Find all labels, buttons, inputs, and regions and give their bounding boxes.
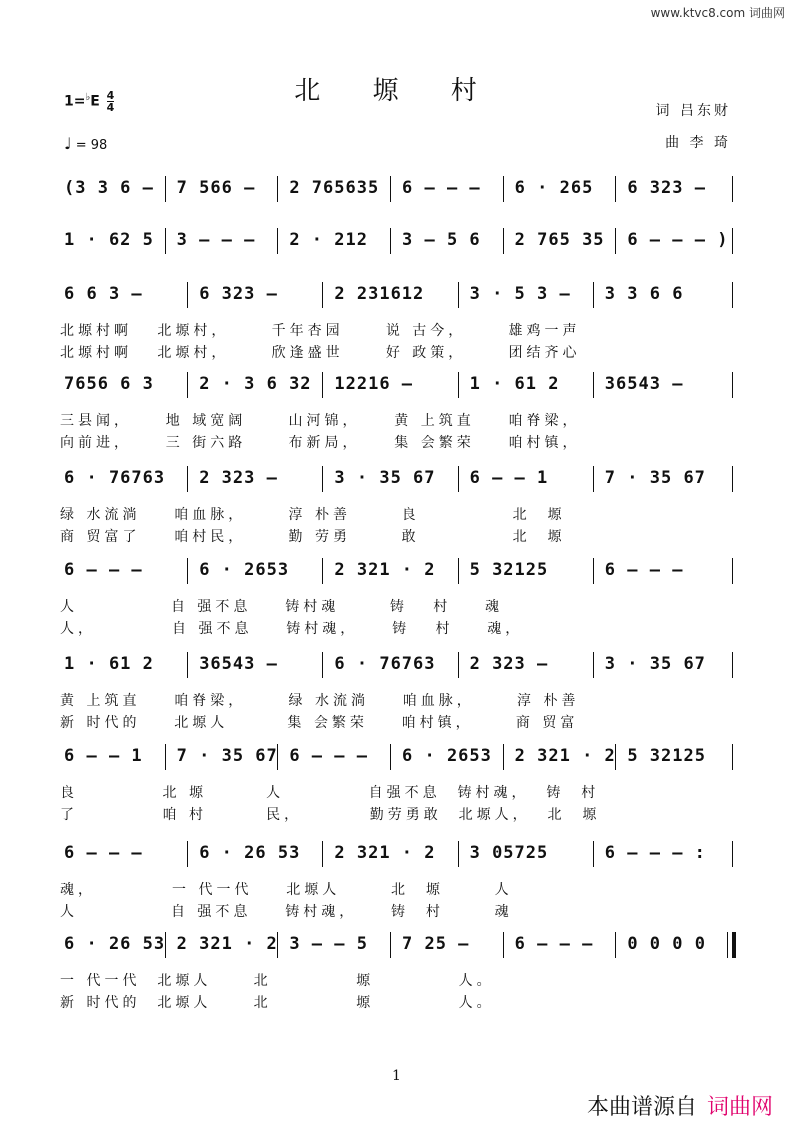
barline (458, 282, 459, 308)
time-signature (107, 90, 115, 113)
song-title: 北 塬 村 (294, 76, 499, 106)
measure: 6 323 – (199, 284, 278, 304)
barline (732, 652, 733, 678)
measure: 5 32125 (627, 746, 706, 766)
barline (503, 744, 504, 770)
source-text: 本曲谱源自 (586, 1095, 697, 1120)
measure: 2 · 3 6 32 (199, 374, 312, 394)
barline (732, 282, 733, 308)
barline (187, 558, 188, 584)
measure: 6 – – – (289, 746, 368, 766)
barline (732, 744, 733, 770)
lyric-line: 人， 自 强不息 铸村魂， 铸 村 魂， (60, 621, 524, 637)
lyric-line: 良 北 塬 人 自强不息 铸村魂， 铸 村 (60, 785, 600, 801)
lyric-line: 人 自 强不息 铸村魂 铸 村 魂 (60, 599, 504, 615)
barline (165, 228, 166, 254)
key-signature (64, 90, 114, 113)
score-system (60, 468, 736, 498)
barline (458, 372, 459, 398)
lyric-line: 北塬村啊 北塬村， 千年杏园 说 古今， 雄鸡一声 (60, 323, 581, 339)
measure: 2 321 · 2 (334, 843, 436, 863)
barline (593, 841, 594, 867)
measure: 6 · 76763 (64, 468, 166, 488)
barline (503, 176, 504, 202)
lyric-line: 魂， 一 代一代 北塬人 北 塬 人 (60, 882, 513, 898)
score-system (60, 560, 736, 590)
measure: 1 · 61 2 (64, 654, 154, 674)
barline (165, 932, 166, 958)
measure: 6 – – – : (604, 843, 706, 863)
barline (458, 841, 459, 867)
lyric-line: 了 咱 村 民， 勤劳勇敢 北塬人， 北 塬 (60, 807, 601, 823)
barline (732, 841, 733, 867)
tempo-value: = 98 (75, 138, 108, 153)
barline (615, 744, 616, 770)
measure: 5 32125 (469, 560, 549, 580)
measure: 36543 – (604, 374, 684, 394)
barline (322, 372, 323, 398)
barline (593, 282, 594, 308)
measure: 6 – – – (402, 178, 481, 198)
lyric-line: 人 自 强不息 铸村魂， 铸 村 魂 (60, 904, 513, 920)
barline (322, 282, 323, 308)
barline (732, 372, 733, 398)
measure: 6 – – 1 (64, 746, 143, 766)
measure: 3 3 6 6 (604, 284, 684, 304)
measure: (3 3 6 – (64, 178, 154, 198)
score-system (60, 746, 736, 776)
measure: 3 · 5 3 – (469, 284, 571, 304)
measure: 7 · 35 67 (604, 468, 706, 488)
lyricist-credit: 词 吕东财 (655, 103, 731, 119)
time-bottom: 4 (106, 101, 115, 114)
barline (615, 932, 616, 958)
measure: 6 · 26 53 (64, 934, 166, 954)
score-system (60, 374, 736, 404)
measure: 2 321 · 2 (334, 560, 436, 580)
measure: 6 · 2653 (402, 746, 492, 766)
measure: 6 – – – (64, 560, 143, 580)
barline (277, 744, 278, 770)
measure: 2 321 · 2 (176, 934, 278, 954)
barline (390, 176, 391, 202)
barline (732, 228, 733, 254)
site-url: www.ktvc8.com 词曲网 (650, 6, 785, 20)
barline (615, 228, 616, 254)
barline (458, 558, 459, 584)
measure: 36543 – (199, 654, 278, 674)
measure: 7 566 – (176, 178, 256, 198)
barline (322, 466, 323, 492)
measure: 6 – – 1 (469, 468, 549, 488)
measure: 7656 6 3 (64, 374, 154, 394)
barline (732, 176, 733, 202)
measure: 6 · 265 (514, 178, 594, 198)
lyric-line: 新 时代的 北塬人 集 会繁荣 咱村镇， 商 贸富 (60, 715, 579, 731)
measure: 2 321 · 2 (514, 746, 616, 766)
barline (187, 466, 188, 492)
barline (732, 558, 733, 584)
composer-credit: 曲 李 琦 (665, 135, 731, 151)
barline (187, 372, 188, 398)
score-system (60, 843, 736, 873)
barline (165, 176, 166, 202)
lyric-line: 商 贸富了 咱村民， 勤 劳勇 敢 北 塬 (60, 529, 566, 545)
barline (187, 841, 188, 867)
lyric-line: 向前进， 三 街六路 布新局， 集 会繁荣 咱村镇， (60, 435, 581, 451)
page-number: 1 (392, 1068, 401, 1084)
measure: 3 – – 5 (289, 934, 368, 954)
barline (322, 652, 323, 678)
lyric-line: 一 代一代 北塬人 北 塬 人。 (60, 973, 495, 989)
barline (322, 558, 323, 584)
measure: 2 765 35 (514, 230, 605, 250)
measure: 3 · 35 67 (334, 468, 436, 488)
lyric-line: 黄 上筑直 咱脊梁， 绿 水流淌 咱血脉， 淳 朴善 (60, 693, 580, 709)
barline (593, 466, 594, 492)
lyric-line: 北塬村啊 北塬村， 欣逢盛世 好 政策， 团结齐心 (60, 345, 581, 361)
measure: 2 765635 (289, 178, 380, 198)
measure: 7 25 – (402, 934, 470, 954)
key-prefix: 1= (64, 93, 86, 110)
source-credit (587, 1090, 773, 1121)
barline (503, 932, 504, 958)
time-top: 4 (106, 89, 115, 102)
quarter-note-icon: ♩ (64, 134, 72, 153)
measure: 0 0 0 0 (627, 934, 706, 954)
barline (732, 466, 733, 492)
lyric-line: 新 时代的 北塬人 北 塬 人。 (60, 995, 495, 1011)
barline (390, 744, 391, 770)
measure: 3 · 35 67 (604, 654, 706, 674)
measure: 12216 – (334, 374, 414, 394)
barline (615, 176, 616, 202)
measure: 3 05725 (469, 843, 549, 863)
barline (593, 558, 594, 584)
tempo-mark (64, 134, 107, 153)
measure: 6 6 3 – (64, 284, 143, 304)
barline (277, 176, 278, 202)
barline (390, 932, 391, 958)
score-system (60, 654, 736, 684)
barline (165, 744, 166, 770)
measure: 2 323 – (469, 654, 549, 674)
barline (732, 932, 736, 958)
measure: 7 · 35 67 (176, 746, 278, 766)
barline (187, 652, 188, 678)
lyric-line: 三县闻， 地 域宽阔 山河锦， 黄 上筑直 咱脊梁， (60, 413, 581, 429)
measure: 6 · 2653 (199, 560, 290, 580)
measure: 6 – – – ) (627, 230, 729, 250)
barline (322, 841, 323, 867)
measure: 6 – – – (604, 560, 684, 580)
barline (187, 282, 188, 308)
barline (277, 228, 278, 254)
measure: 6 · 76763 (334, 654, 436, 674)
measure: 2 323 – (199, 468, 278, 488)
measure: 6 323 – (627, 178, 706, 198)
measure: 3 – – – (176, 230, 256, 250)
barline (390, 228, 391, 254)
score-system (60, 284, 736, 314)
key-letter: E (90, 93, 100, 110)
flat-sign: ♭ (85, 91, 91, 103)
measure: 3 – 5 6 (402, 230, 481, 250)
measure: 6 · 26 53 (199, 843, 301, 863)
barline (593, 372, 594, 398)
measure: 1 · 62 5 (64, 230, 154, 250)
barline (277, 932, 278, 958)
measure: 2 · 212 (289, 230, 368, 250)
measure: 1 · 61 2 (469, 374, 560, 394)
barline (458, 466, 459, 492)
barline (458, 652, 459, 678)
barline (593, 652, 594, 678)
score-system (60, 230, 736, 260)
barline (503, 228, 504, 254)
source-site: 词曲网 (706, 1095, 773, 1120)
score-system (60, 178, 736, 208)
measure: 6 – – – (514, 934, 594, 954)
score-system (60, 934, 736, 964)
measure: 6 – – – (64, 843, 143, 863)
lyric-line: 绿 水流淌 咱血脉， 淳 朴善 良 北 塬 (60, 507, 566, 523)
measure: 2 231612 (334, 284, 425, 304)
